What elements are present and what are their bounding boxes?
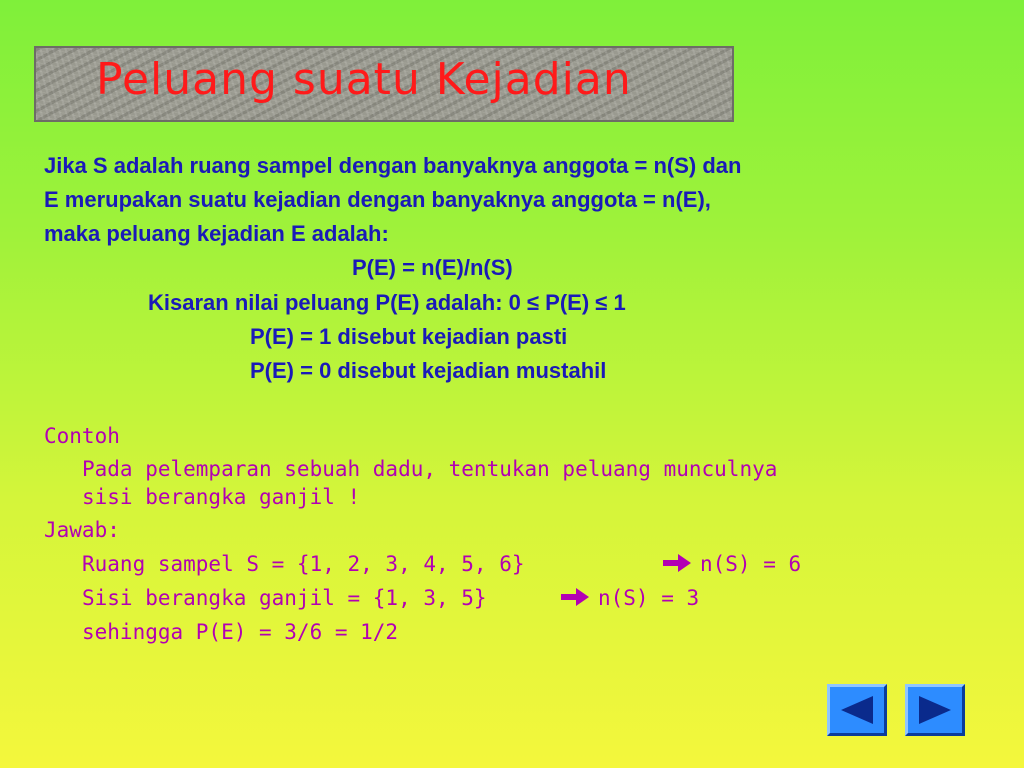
definition-line-2: E merupakan suatu kejadian dengan banyaknya anggota = n(E), xyxy=(44,187,711,212)
probability-range: Kisaran nilai peluang P(E) adalah: 0 ≤ P(E) ≤ 1 xyxy=(148,290,626,315)
result-line: sehingga P(E) = 3/6 = 1/2 xyxy=(82,620,399,644)
odd-set-line: Sisi berangka ganjil = {1, 3, 5} xyxy=(82,586,487,610)
slide-title: Peluang suatu Kejadian xyxy=(96,54,632,105)
previous-slide-button[interactable] xyxy=(827,684,887,736)
title-banner xyxy=(34,46,734,122)
definition-line-1: Jika S adalah ruang sampel dengan banyaknya anggota = n(S) dan xyxy=(44,153,742,178)
odd-count: n(S) = 3 xyxy=(598,586,700,610)
sample-count: n(S) = 6 xyxy=(700,552,802,576)
right-arrow-icon xyxy=(560,586,590,613)
answer-heading: Jawab: xyxy=(44,518,120,542)
impossible-event-note: P(E) = 0 disebut kejadian mustahil xyxy=(250,358,607,383)
definition-line-3: maka peluang kejadian E adalah: xyxy=(44,221,389,246)
sample-space-line: Ruang sampel S = {1, 2, 3, 4, 5, 6} xyxy=(82,552,525,576)
next-slide-button[interactable] xyxy=(905,684,965,736)
triangle-left-icon xyxy=(839,695,875,725)
example-question-line-1: Pada pelemparan sebuah dadu, tentukan peluang munculnya xyxy=(82,457,778,481)
example-heading: Contoh xyxy=(44,424,120,448)
triangle-right-icon xyxy=(917,695,953,725)
right-arrow-icon xyxy=(662,552,692,579)
certain-event-note: P(E) = 1 disebut kejadian pasti xyxy=(250,324,568,349)
example-question-line-2: sisi berangka ganjil ! xyxy=(82,485,361,509)
probability-formula: P(E) = n(E)/n(S) xyxy=(352,255,513,280)
